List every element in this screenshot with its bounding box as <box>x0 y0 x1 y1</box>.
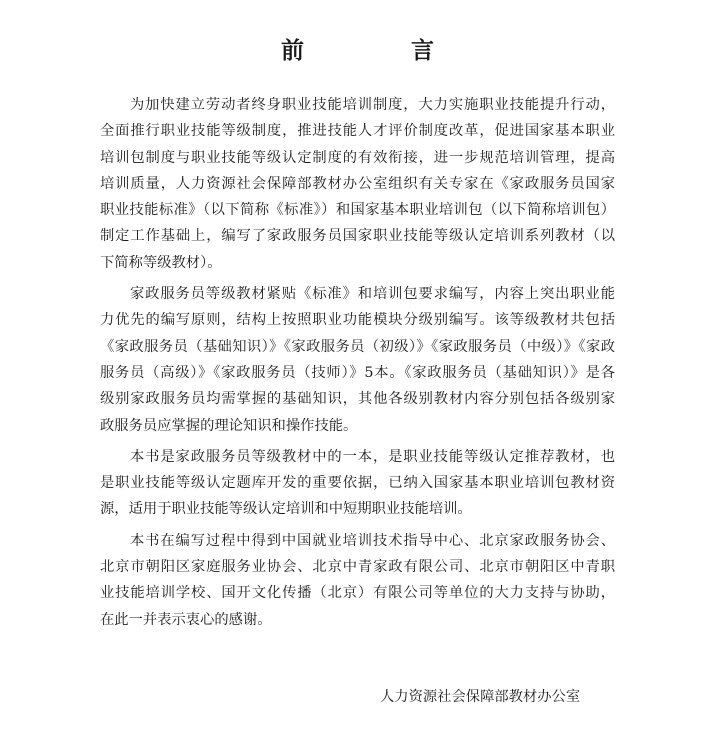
paragraph-line: 服务员（高级）》《家政服务员（技师）》5本。《家政服务员（基础知识）》是各 <box>100 364 615 381</box>
paragraph-line: 是职业技能等级认定题库开发的重要依据，已纳入国家基本职业培训包教材资 <box>100 475 615 492</box>
preface-body <box>100 92 615 638</box>
paragraph-line: 力优先的编写原则，结构上按照职业功能模块分级别编写。该等级教材共包括 <box>100 312 615 329</box>
paragraph-line: 北京市朝阳区家庭服务业协会、北京中青家政有限公司、北京市朝阳区中青职 <box>100 559 615 576</box>
paragraph-2 <box>100 281 615 439</box>
paragraph-line: 本书在编写过程中得到中国就业培训技术指导中心、北京家政服务协会、 <box>130 532 615 549</box>
paragraph-line: 全面推行职业技能等级制度，推进技能人才评价制度改革，促进国家基本职业 <box>100 123 615 140</box>
paragraph-line: 下简称等级教材）。 <box>100 254 222 271</box>
paragraph-1 <box>100 92 615 276</box>
paragraph-line: 政服务员应掌握的理论知识和操作技能。 <box>100 417 358 434</box>
paragraph-line: 级别家政服务员均需掌握的基础知识，其他各级别教材内容分别包括各级别家 <box>100 391 615 408</box>
paragraph-line: 源，适用于职业技能等级认定培训和中短期职业技能培训。 <box>100 501 472 518</box>
paragraph-line: 职业技能标准》（以下简称《标准》）和国家基本职业培训包（以下简称培训包） <box>100 202 615 219</box>
paragraph-line: 家政服务员等级教材紧贴《标准》和培训包要求编写，内容上突出职业能 <box>130 286 615 303</box>
page-title: 前 言 <box>281 38 476 64</box>
paragraph-line: 培训质量，人力资源社会保障部教材办公室组织有关专家在《家政服务员国家 <box>100 175 615 192</box>
paragraph-line: 本书是家政服务员等级教材中的一本，是职业技能等级认定推荐教材，也 <box>130 448 615 465</box>
paragraph-3 <box>100 444 615 523</box>
paragraph-line: 制定工作基础上，编写了家政服务员国家职业技能等级认定培训系列教材（以 <box>100 228 615 245</box>
signature: 人力资源社会保障部教材办公室 <box>380 689 581 705</box>
paragraph-line: 培训包制度与职业技能等级认定制度的有效衔接，进一步规范培训管理，提高 <box>100 149 615 166</box>
paragraph-line: 业技能培训学校、国开文化传播（北京）有限公司等单位的大力支持与协助， <box>100 585 615 602</box>
paragraph-line: 在此一并表示衷心的感谢。 <box>100 611 272 628</box>
paragraph-4 <box>100 528 615 633</box>
paragraph-line: 为加快建立劳动者终身职业技能培训制度，大力实施职业技能提升行动， <box>130 97 615 113</box>
paragraph-line: 《家政服务员（基础知识）》《家政服务员（初级）》《家政服务员（中级）》《家政 <box>100 338 615 355</box>
